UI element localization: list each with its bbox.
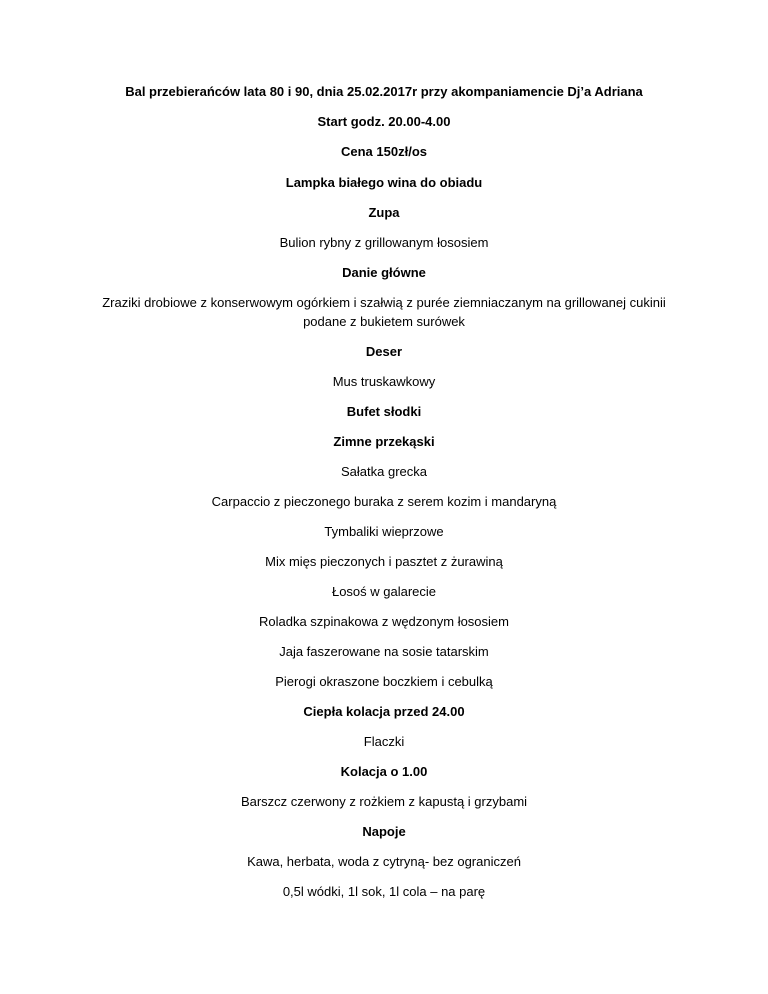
section-heading-soup: Zupa: [368, 205, 400, 220]
menu-item: Mus truskawkowy: [332, 374, 436, 389]
menu-item: Carpaccio z pieczonego buraka z serem kozim i mandaryną: [211, 494, 557, 509]
section-heading-sweet-buffet: Bufet słodki: [346, 404, 422, 419]
menu-item: 0,5l wódki, 1l sok, 1l cola – na parę: [282, 884, 486, 899]
section-heading-main: Danie główne: [342, 265, 426, 280]
menu-item: Flaczki: [363, 734, 405, 749]
section-heading-drinks: Napoje: [362, 824, 406, 839]
menu-item: Zraziki drobiowe z konserwowym ogórkiem i szałwią z purée ziemniaczanym na grillowanej cukinii: [102, 295, 666, 310]
price: Cena 150zł/os: [341, 144, 427, 159]
menu-item: Mix mięs pieczonych i pasztet z żurawiną: [265, 554, 503, 569]
section-heading-late-dinner: Kolacja o 1.00: [340, 764, 428, 779]
menu-item: Pierogi okraszone boczkiem i cebulką: [275, 674, 493, 689]
menu-item: Bulion rybny z grillowanym łososiem: [279, 235, 489, 250]
section-heading-warm-dinner: Ciepła kolacja przed 24.00: [303, 704, 465, 719]
menu-item: Roladka szpinakowa z wędzonym łososiem: [258, 614, 509, 629]
menu-item: Tymbaliki wieprzowe: [324, 524, 444, 539]
menu-item: Sałatka grecka: [341, 464, 427, 479]
wine-note: Lampka białego wina do obiadu: [285, 175, 483, 190]
menu-item: Kawa, herbata, woda z cytryną- bez ograniczeń: [247, 854, 521, 869]
section-heading-dessert: Deser: [365, 344, 403, 359]
section-heading-cold-starters: Zimne przekąski: [333, 434, 435, 449]
event-title: Bal przebierańców lata 80 i 90, dnia 25.02.2017r przy akompaniamencie Dj’a Adriana: [125, 84, 643, 99]
menu-item: Łosoś w galarecie: [331, 584, 437, 599]
menu-item: Barszcz czerwony z rożkiem z kapustą i grzybami: [240, 794, 528, 809]
start-time: Start godz. 20.00-4.00: [317, 114, 451, 129]
menu-item-continued: podane z bukietem surówek: [303, 314, 465, 329]
menu-item: Jaja faszerowane na sosie tatarskim: [279, 644, 489, 659]
